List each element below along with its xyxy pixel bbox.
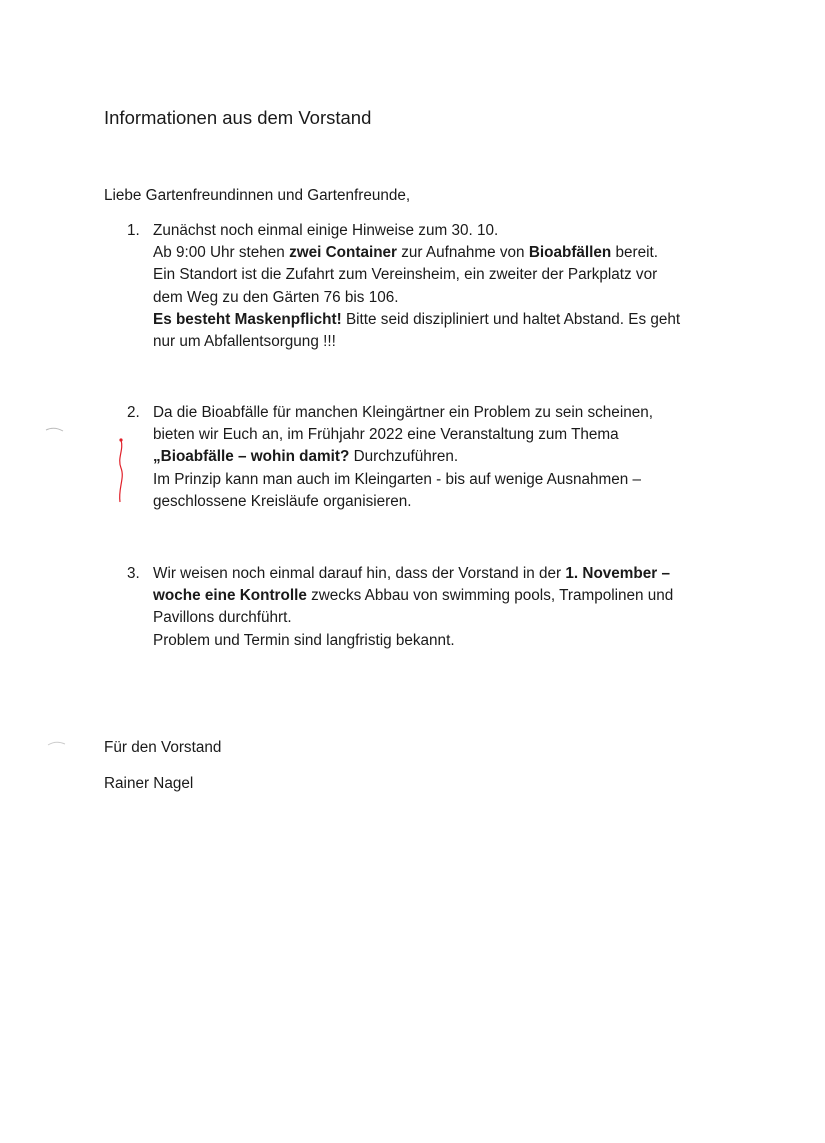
text-segment: Problem und Termin sind langfristig bekannt. [153,631,455,649]
text-line [153,309,680,331]
bold-text: zwei Container [289,244,398,262]
text-segment: Pavillons durchführt. [153,609,292,627]
text-segment: Durchzuführen. [349,448,459,466]
scan-artifact-mark [44,424,66,434]
text-line [153,491,653,513]
signature-name: Rainer Nagel [104,775,194,792]
text-segment: Ein Standort ist die Zufahrt zum Vereinsheim, ein zweiter der Parkplatz vor [153,266,658,284]
text-segment: bieten wir Euch an, im Frühjahr 2022 eine Veranstaltung zum Thema [153,426,619,444]
red-margin-mark [112,436,132,506]
bold-text: „Bioabfälle – wohin damit? [153,448,350,466]
page-title: Informationen aus dem Vorstand [104,107,372,128]
text-line [153,446,653,468]
text-segment: Da die Bioabfälle für manchen Kleingärtner ein Problem zu sein scheinen, [153,404,653,421]
text-line [153,331,680,353]
text-segment: Zunächst noch einmal einige Hinweise zum 30. 10. [153,222,499,239]
bold-text: Bioabfällen [528,244,612,262]
text-line [153,220,680,242]
list-item-text [153,563,673,652]
text-segment: Bitte seid diszipliniert und haltet Abstand. Es geht [341,310,681,328]
text-segment: geschlossene Kreisläufe organisieren. [153,492,412,510]
text-line [153,585,673,607]
list-number: 1. [127,222,140,239]
text-segment: bereit. [611,244,659,262]
text-line [153,424,653,446]
text-line [153,607,673,629]
text-line [153,287,680,309]
text-line [153,469,653,491]
scan-artifact-mark [46,738,68,748]
text-segment: nur um Abfallentsorgung !!! [153,332,336,350]
text-segment: zwecks Abbau von swimming pools, Trampolinen und [306,587,674,605]
bold-text: 1. November – [565,565,670,582]
text-segment: Ab 9:00 Uhr stehen [153,244,290,262]
text-line [153,242,680,264]
list-item-text [153,402,653,513]
list-number: 2. [127,404,140,421]
greeting: Liebe Gartenfreundinnen und Gartenfreunde, [104,187,411,204]
text-line [153,630,673,652]
list-item-text [153,220,680,353]
text-line [153,563,673,585]
text-segment: Wir weisen noch einmal darauf hin, dass der Vorstand in der [153,565,566,582]
text-line [153,264,680,286]
text-segment: Im Prinzip kann man auch im Kleingarten - bis auf wenige Ausnahmen – [153,470,642,488]
bold-text: woche eine Kontrolle [153,587,307,605]
text-segment: dem Weg zu den Gärten 76 bis 106. [153,288,399,306]
bold-text: Es besteht Maskenpflicht! [153,310,342,328]
text-segment: zur Aufnahme von [397,244,529,262]
list-number: 3. [127,565,140,582]
text-line [153,402,653,424]
closing-line: Für den Vorstand [104,739,222,756]
